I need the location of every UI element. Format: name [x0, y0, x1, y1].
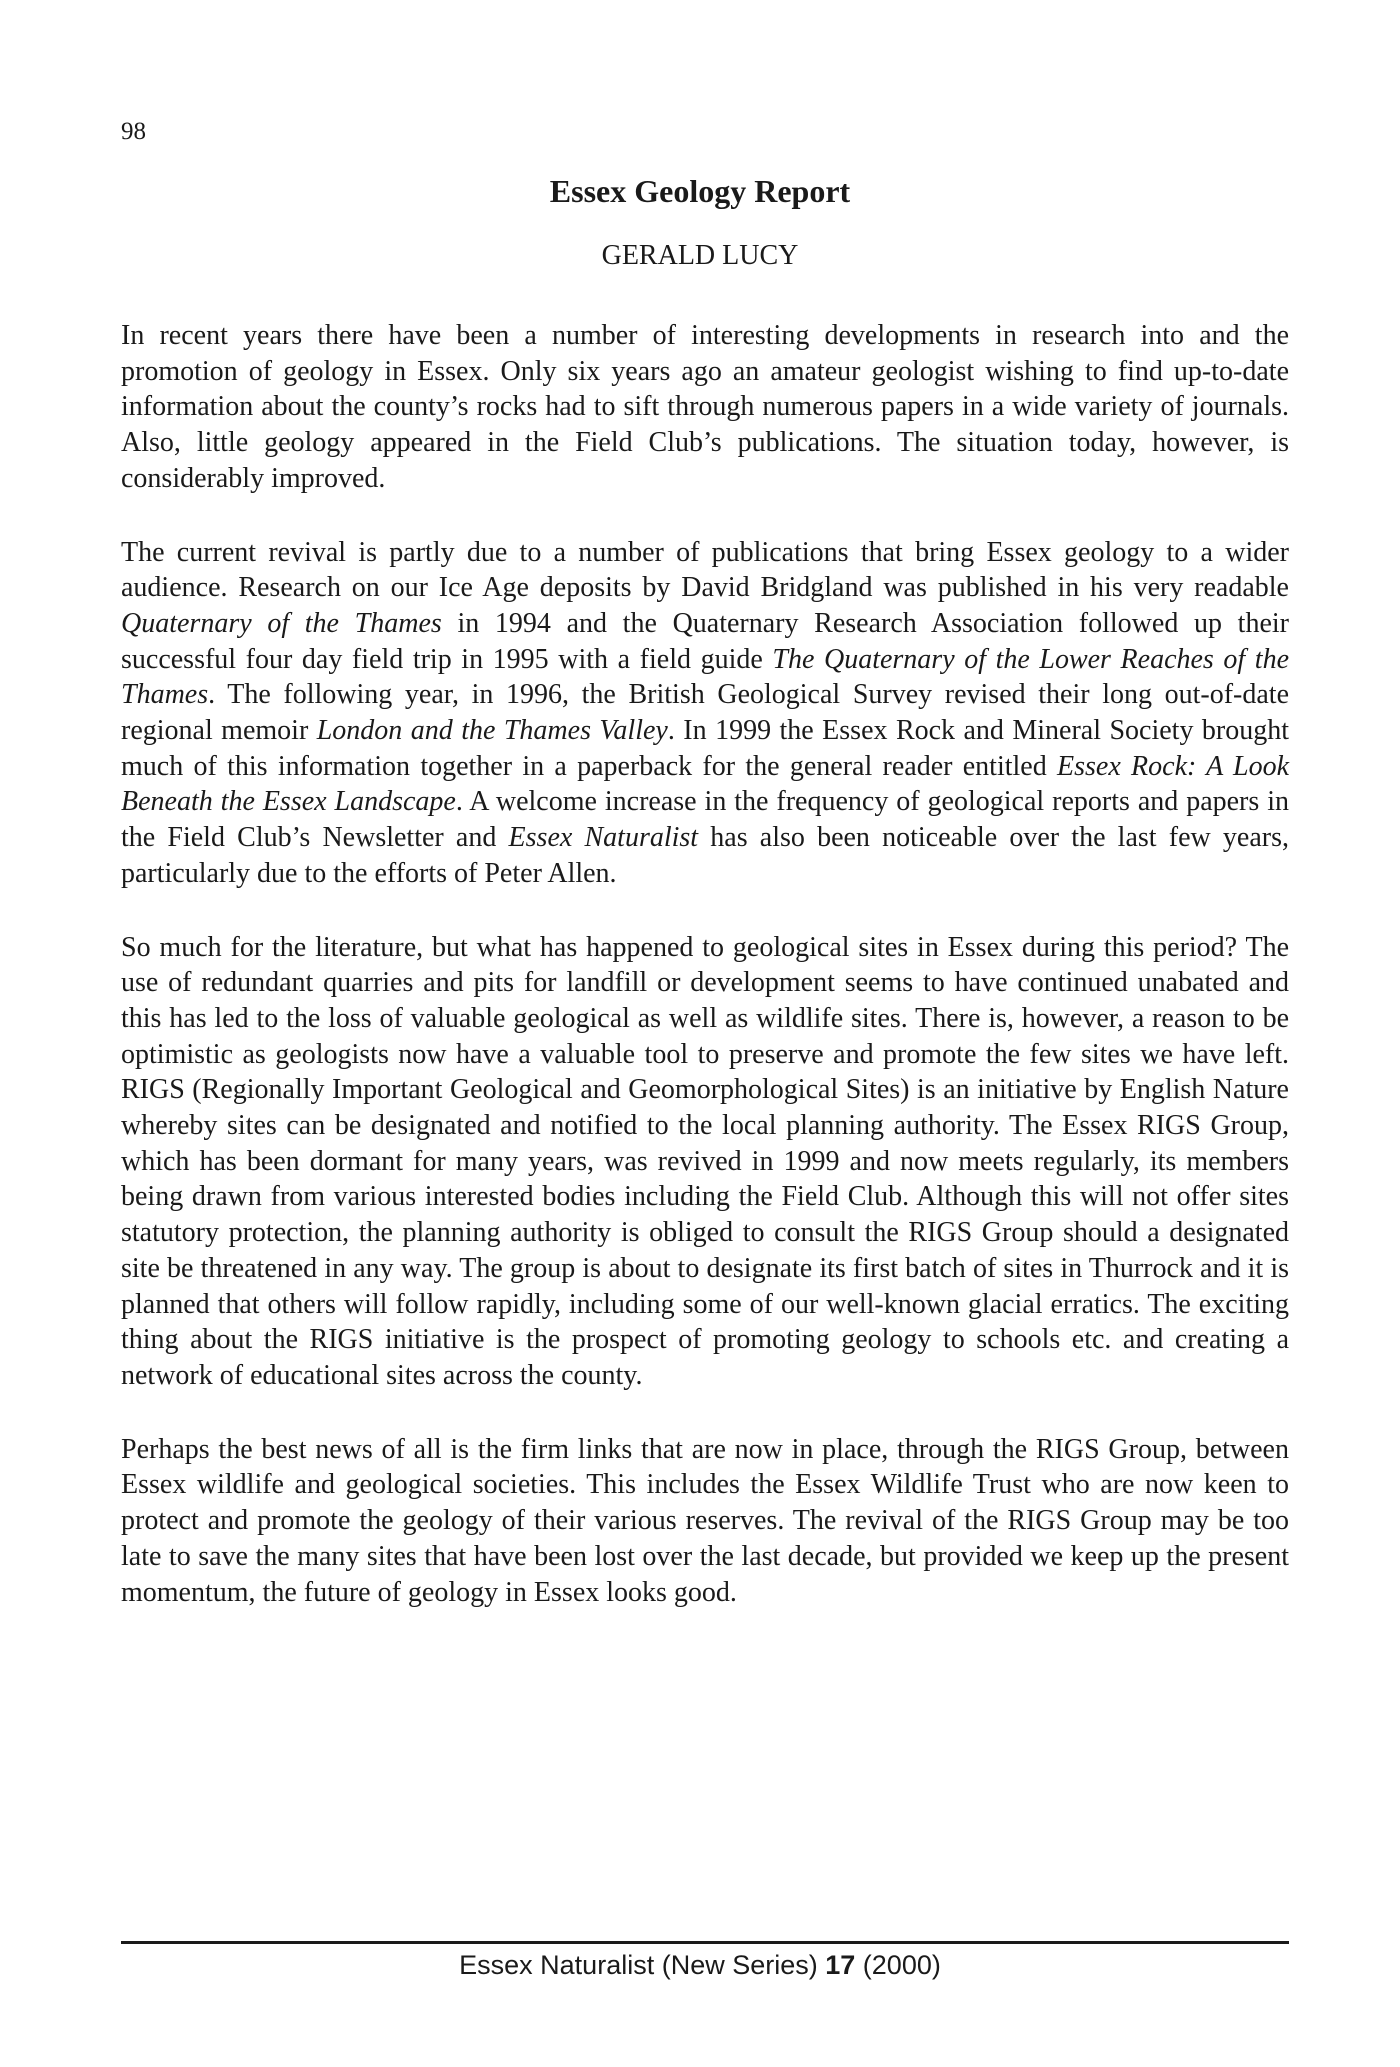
paragraph-text: in 1994 and the Quaternary Research Association followed up their successful four day field trip in 1995 with a field guide [121, 607, 1289, 675]
footer-year: (2000) [855, 1950, 941, 1980]
paragraph-text: . In 1999 the Essex Rock and Mineral Society brought much of this information together in a paperback for the general reader entitled [121, 715, 1289, 782]
italic-title: The Quaternary of the Lower Reaches of the Thames [121, 643, 1289, 711]
paragraph-4 [121, 1432, 1289, 1611]
page-number: 98 [121, 118, 146, 145]
italic-title: Essex Naturalist [508, 822, 699, 854]
italic-title: Essex Rock: A Look Beneath the Essex Landscape [121, 750, 1289, 818]
paragraph-text: . The following year, in 1996, the British Geological Survey revised their long out-of-date regional memoir [121, 679, 1289, 747]
article-body [121, 318, 1289, 1648]
article-title: Essex Geology Report [549, 173, 851, 209]
article-author: GERALD LUCY [601, 240, 799, 271]
paragraph-2 [121, 535, 1289, 892]
paragraph-text: . A welcome increase in the frequency of geological reports and papers in the Field Club’s Newsletter and [121, 786, 1289, 854]
italic-title: London and the Thames Valley [316, 715, 668, 747]
paragraph-text: In recent years there have been a number of interesting developments in research into and the promotion of geology in Essex. Only six years ago an amateur geologist wishing to find up-to-date information about the county’s rocks had to sift through numerous papers in a wide variety of journals. Also, little geology appeared in the Field Club’s publications. The situation today, however, is considerably improved. [121, 320, 1289, 494]
footer-volume: 17 [825, 1950, 856, 1980]
footer-citation [0, 1950, 1400, 1981]
footer-rule [121, 1941, 1289, 1944]
paragraph-1 [121, 318, 1289, 497]
paragraph-text: has also been noticeable over the last few years, particularly due to the efforts of Peter Allen. [121, 822, 1289, 889]
italic-title: Quaternary of the Thames [121, 607, 442, 639]
paragraph-3 [121, 930, 1289, 1394]
paragraph-text: Perhaps the best news of all is the firm links that are now in place, through the RIGS Group, between Essex wildlife and geological societies. This includes the Essex Wildlife Trust who are now keen to protect and promote the geology of their various reserves. The revival of the RIGS Group may be too late to save the many sites that have been lost over the last decade, but provided we keep up the present momentum, the future of geology in Essex looks good. [121, 1433, 1289, 1608]
paragraph-text: The current revival is partly due to a number of publications that bring Essex geology to a wider audience. Research on our Ice Age deposits by David Bridgland was published in his very readable [121, 536, 1289, 604]
paragraph-text: So much for the literature, but what has happened to geological sites in Essex during this period? The use of redundant quarries and pits for landfill or development seems to have continued unabated and this has led to the loss of valuable geological as well as wildlife sites. There is, however, a reason to be optimistic as geologists now have a valuable tool to preserve and promote the few sites we have left. RIGS (Regionally Important Geological and Geomorphological Sites) is an initiative by English Nature whereby sites can be designated and notified to the local planning authority. The Essex RIGS Group, which has been dormant for many years, was revived in 1999 and now meets regularly, its members being drawn from various interested bodies including the Field Club. Although this will not offer sites statutory protection, the planning authority is obliged to consult the RIGS Group should a designated site be threatened in any way. The group is about to designate its first batch of sites in Thurrock and it is planned that others will follow rapidly, including some of our well-known glacial erratics. The exciting thing about the RIGS initiative is the prospect of promoting geology to schools etc. and creating a network of educational sites across the county. [121, 931, 1289, 1391]
footer-journal: Essex Naturalist (New Series) [459, 1950, 826, 1980]
